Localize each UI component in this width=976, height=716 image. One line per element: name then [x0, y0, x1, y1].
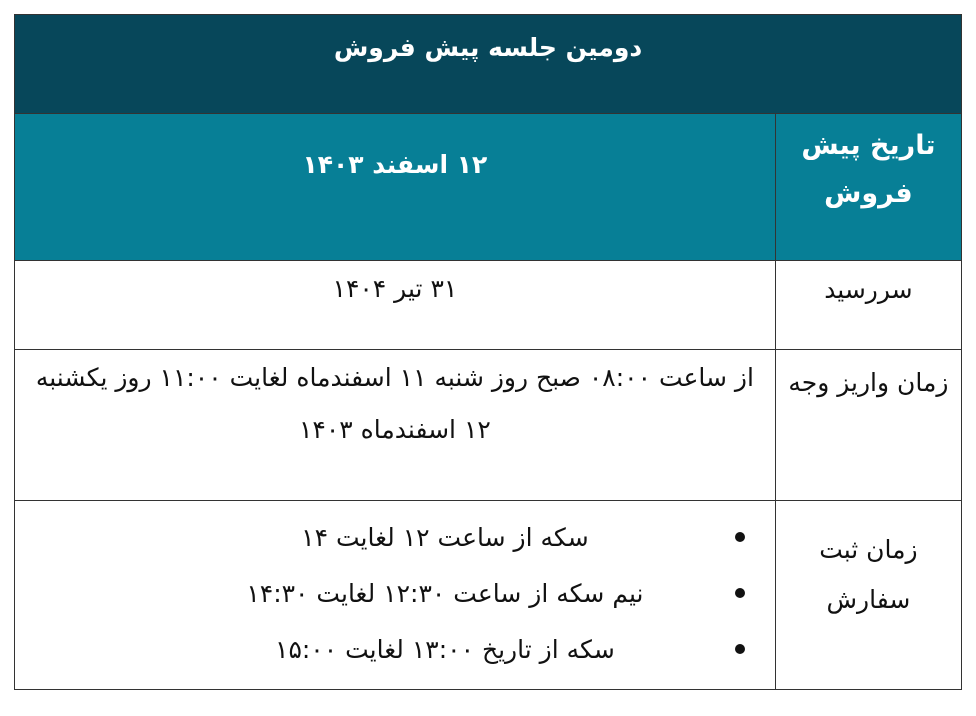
due-date-label: سررسید [824, 275, 913, 304]
order-time-value-cell [15, 501, 776, 690]
list-item [15, 565, 745, 621]
due-date-label-cell [775, 261, 961, 350]
order-time-item-text: سکه از تاریخ ۱۳:۰۰ لغایت ۱۵:۰۰ [275, 634, 615, 664]
deposit-time-label: زمان واریز وجه [788, 368, 949, 397]
order-time-label: زمان ثبت سفارش [819, 535, 918, 614]
list-item [15, 509, 745, 565]
deposit-time-value-cell [15, 350, 776, 501]
table-title-cell [15, 15, 962, 114]
due-date-row [15, 261, 962, 350]
bullet-icon [735, 588, 745, 598]
bullet-icon [735, 532, 745, 542]
presale-date-row [15, 114, 962, 261]
order-time-list [15, 501, 775, 677]
order-time-item-text: سکه از ساعت ۱۲ لغایت ۱۴ [301, 522, 589, 552]
due-date-value-cell [15, 261, 776, 350]
order-time-label-cell [775, 501, 961, 690]
table-title: دومین جلسه پیش فروش [333, 33, 643, 62]
order-time-row [15, 501, 962, 690]
presale-date-label-cell [775, 114, 961, 261]
title-row [15, 15, 962, 114]
presale-date-value-cell [15, 114, 776, 261]
due-date-value: ۳۱ تیر ۱۴۰۴ [332, 274, 458, 303]
order-time-item-text: نیم سکه از ساعت ۱۲:۳۰ لغایت ۱۴:۳۰ [246, 578, 644, 608]
presale-date-label: تاریخ پیش فروش [801, 130, 936, 209]
deposit-time-label-cell [775, 350, 961, 501]
deposit-time-value: از ساعت ۰۸:۰۰ صبح روز شنبه ۱۱ اسفندماه لغایت ۱۱:۰۰ روز یکشنبه ۱۲ اسفندماه ۱۴۰۳ [35, 363, 754, 444]
presale-date-value: ۱۲ اسفند ۱۴۰۳ [302, 150, 488, 179]
presale-schedule-table [14, 14, 962, 690]
deposit-time-row [15, 350, 962, 501]
list-item [15, 621, 745, 677]
bullet-icon [735, 644, 745, 654]
